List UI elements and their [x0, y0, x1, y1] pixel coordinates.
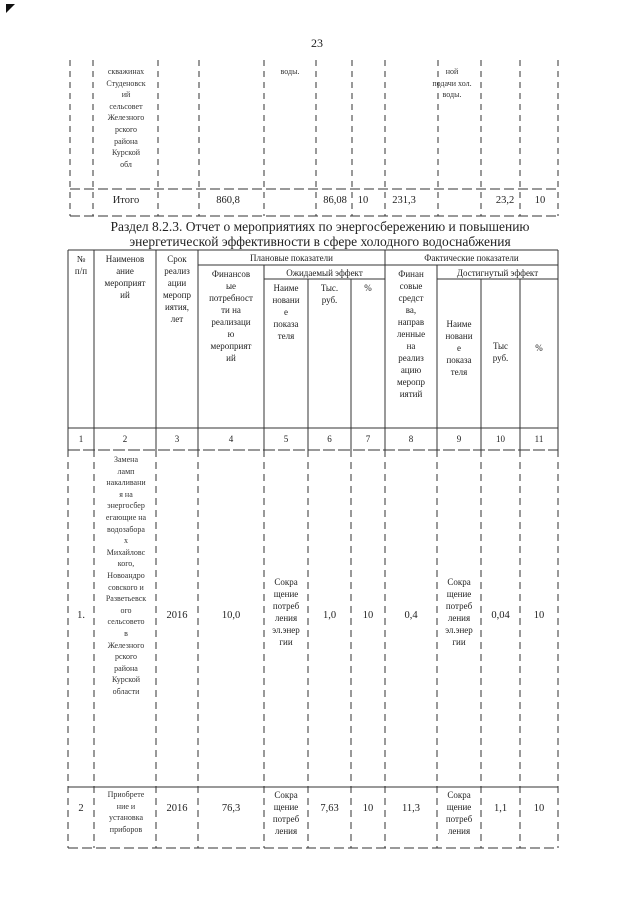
- header-percent: %: [364, 283, 372, 293]
- header-planned-group: Плановые показатели: [250, 253, 333, 263]
- total-percent: 10: [357, 195, 369, 206]
- row-number: 2: [78, 803, 84, 814]
- column-number: 8: [408, 434, 414, 444]
- total-thousand-rub: 86,08: [323, 195, 347, 206]
- column-number: 11: [534, 434, 544, 444]
- header-actual-financing: Финан совые средст ва, направ ленные на реализ ацию меропр иятий: [396, 269, 426, 399]
- event-name-cell: Замена ламп накаливани я на энергосбер егающие на водозабора х Михайловс кого, Новоандро совского и Разветьевск ого сельсовето в Железного рского района Курской области: [105, 455, 147, 696]
- column-number: 10: [496, 434, 505, 444]
- header-event-name: Наименов ание мероприят ий: [104, 254, 146, 300]
- actual-financing-cell: 11,3: [402, 803, 420, 814]
- total-financing: 860,8: [216, 195, 240, 206]
- header-actual-group: Фактические показатели: [424, 253, 519, 263]
- indicator-cell: Сокра щение потреб ления эл.энер гии: [272, 577, 300, 647]
- column-number: 6: [327, 434, 332, 444]
- percent-actual-cell: 10: [533, 803, 545, 814]
- actual-financing-cell: 0,4: [404, 610, 418, 621]
- page-number: 23: [311, 36, 323, 50]
- column-number: 7: [365, 434, 371, 444]
- column-number: 3: [174, 434, 180, 444]
- financing-cell: 76,3: [221, 803, 241, 814]
- thousand-rub-cell: 7,63: [320, 803, 339, 814]
- column-number: 4: [228, 434, 234, 444]
- term-cell: 2016: [166, 610, 188, 621]
- percent-cell: 10: [362, 803, 374, 814]
- percent-cell: 10: [362, 610, 374, 621]
- event-name-cell: Приобрете ние и установка приборов: [107, 790, 145, 834]
- header-percent-actual: %: [535, 343, 543, 353]
- header-term: Срок реализ ации меропр иятия, лет: [162, 254, 191, 324]
- header-expected-effect: Ожидаемый эффект: [286, 268, 363, 278]
- financing-cell: 10,0: [221, 610, 241, 621]
- section-title: Раздел 8.2.3. Отчет о мероприятиях по энергосбережению и повышению энергетической эффективности в сфере холодного водоснабжения: [110, 219, 530, 249]
- header-thousand-rub-actual: Тыс руб.: [492, 341, 509, 363]
- header-number: № п/п: [74, 254, 88, 276]
- header-indicator-name: Наиме новани е показа теля: [272, 283, 300, 341]
- column-number: 1: [78, 434, 84, 444]
- header-indicator-name-actual: Наиме новани е показа теля: [445, 319, 473, 377]
- indicator-cell: Сокра щение потреб ления: [272, 790, 300, 836]
- percent-actual-cell: 10: [533, 610, 545, 621]
- total-actual-financing: 231,3: [392, 195, 416, 206]
- continued-col9-cell: ной подачи хол. воды.: [432, 67, 472, 100]
- thousand-rub-cell: 1,0: [322, 610, 337, 621]
- indicator-actual-cell: Сокра щение потреб ления эл.энер гии: [445, 577, 473, 647]
- total-percent-actual: 10: [534, 195, 546, 206]
- header-thousand-rub: Тыс. руб.: [320, 283, 339, 305]
- total-label: Итого: [112, 195, 140, 206]
- thousand-rub-actual-cell: 0,04: [491, 610, 510, 621]
- column-number: 5: [283, 434, 289, 444]
- continued-entity-cell: скважинах Студеновск ий сельсовет Железного рского района Курской обл: [106, 67, 146, 169]
- total-thousand-rub-actual: 23,2: [495, 195, 515, 206]
- header-financing: Финансов ые потребност ти на реализаци ю мероприят ий: [209, 269, 253, 363]
- thousand-rub-actual-cell: 1,1: [493, 803, 508, 814]
- term-cell: 2016: [166, 803, 188, 814]
- column-number: 9: [456, 434, 462, 444]
- indicator-actual-cell: Сокра щение потреб ления: [445, 790, 473, 836]
- column-number: 2: [122, 434, 128, 444]
- header-achieved-effect: Достигнутый эффект: [456, 268, 539, 278]
- row-number: 1.: [77, 610, 85, 621]
- continued-water-cell: воды.: [280, 67, 300, 76]
